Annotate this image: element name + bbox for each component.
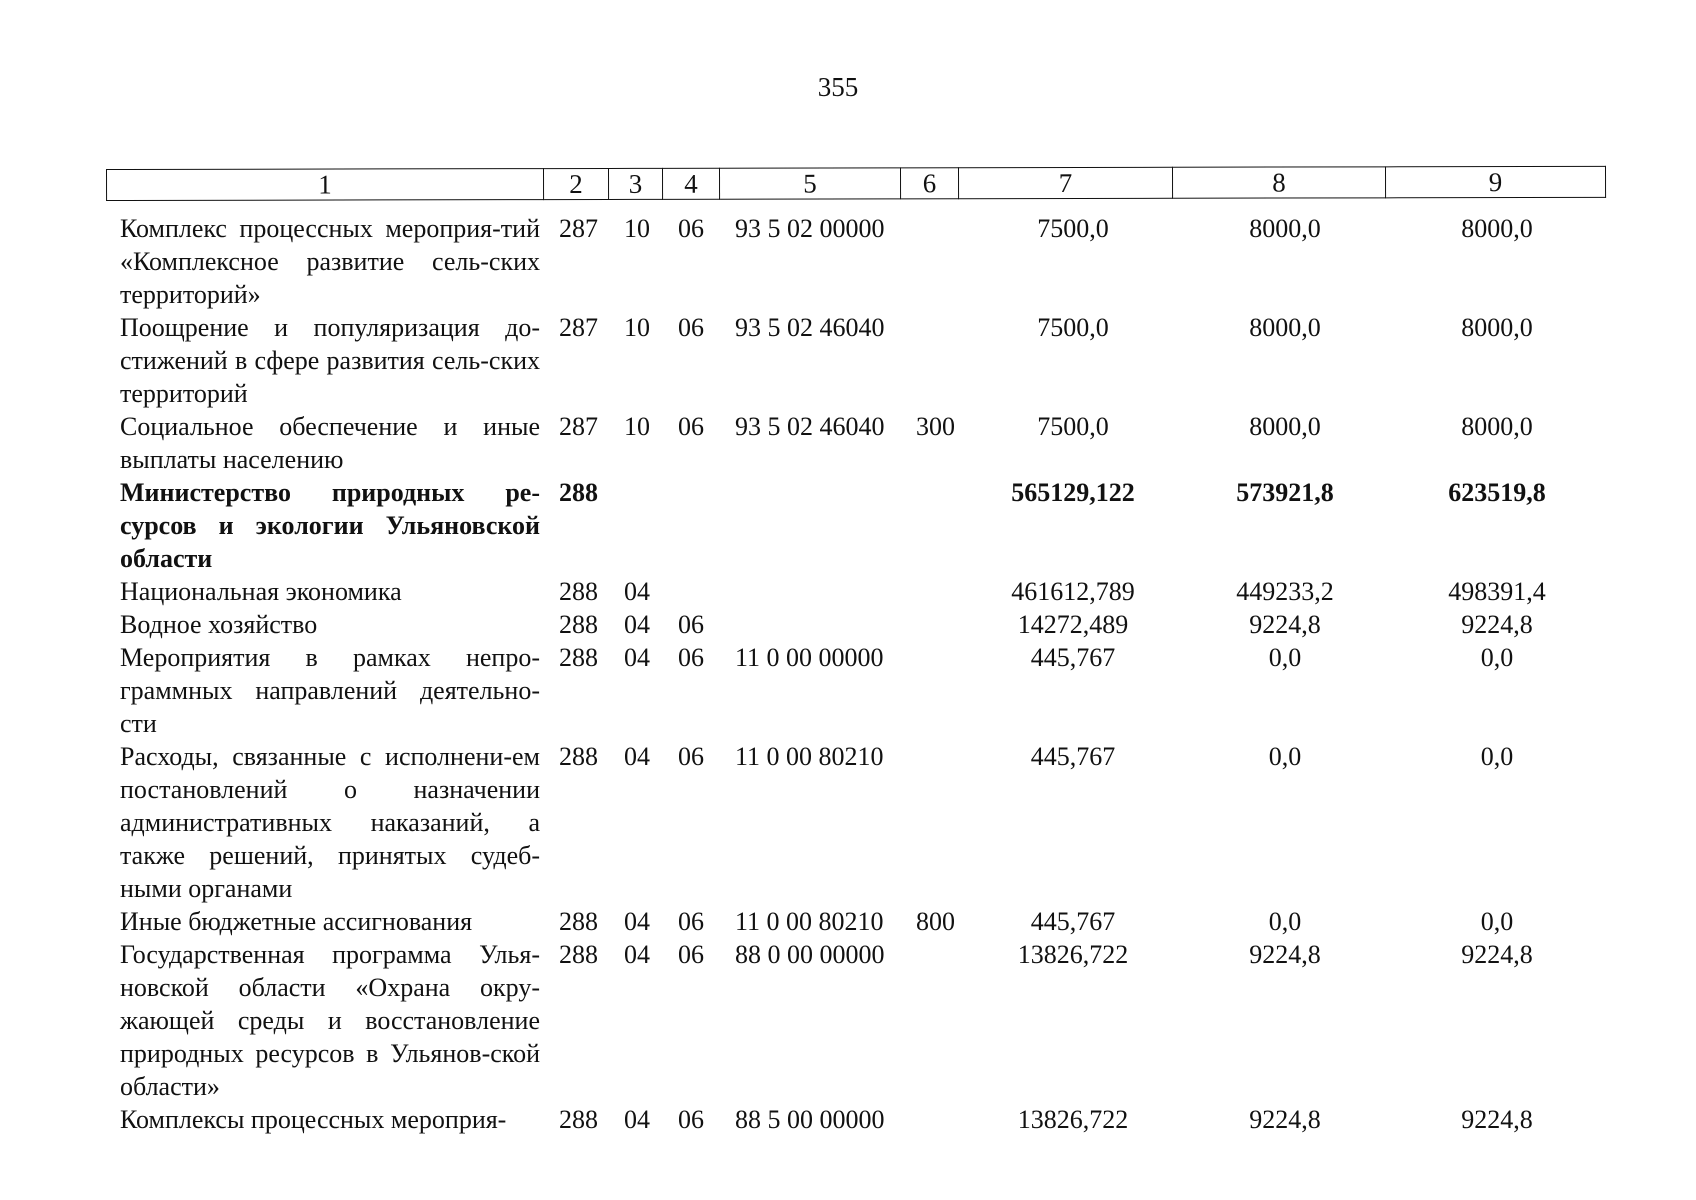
table-row <box>0 608 1696 641</box>
row-name: Комплексы процессных мероприя- <box>120 1105 507 1134</box>
row-section: 10 <box>624 214 650 243</box>
row-name: Национальная экономика <box>120 577 402 606</box>
row-section: 04 <box>624 907 650 936</box>
row-section: 04 <box>624 577 650 606</box>
row-name: Комплекс процессных мероприя-тий «Комплексное развитие сель-ских территорий» <box>120 214 540 309</box>
row-section: 04 <box>624 940 650 969</box>
row-code: 288 <box>559 1105 598 1134</box>
row-value-col7: 7500,0 <box>1037 412 1109 441</box>
row-subsection: 06 <box>678 742 704 771</box>
row-value-col9: 9224,8 <box>1461 940 1533 969</box>
row-value-col7: 13826,722 <box>1017 1105 1129 1134</box>
row-section: 04 <box>624 742 650 771</box>
row-value-col7: 13826,722 <box>1017 940 1129 969</box>
row-subsection: 06 <box>678 1105 704 1134</box>
row-value-col7: 7500,0 <box>1037 313 1109 342</box>
row-value-col8: 9224,8 <box>1249 1105 1321 1134</box>
row-value-col9: 498391,4 <box>1448 577 1546 606</box>
row-target-item: 11 0 00 80210 <box>735 742 884 771</box>
row-value-col9: 8000,0 <box>1461 214 1533 243</box>
row-value-col8: 9224,8 <box>1249 610 1321 639</box>
header-cell: 3 <box>608 168 662 199</box>
row-value-col9: 8000,0 <box>1461 412 1533 441</box>
row-code: 288 <box>559 478 598 507</box>
row-value-col9: 9224,8 <box>1461 610 1533 639</box>
row-target-item: 88 0 00 00000 <box>735 940 885 969</box>
table-row <box>0 740 1696 905</box>
row-section: 04 <box>624 610 650 639</box>
row-code: 288 <box>559 940 598 969</box>
header-row <box>107 166 1606 200</box>
row-value-col9: 0,0 <box>1480 643 1514 672</box>
page-number-text: 355 <box>817 72 859 102</box>
table-row <box>0 212 1696 311</box>
row-target-item: 11 0 00 00000 <box>735 643 884 672</box>
row-subsection: 06 <box>678 313 704 342</box>
row-value-col7: 461612,789 <box>1011 577 1135 606</box>
row-code: 287 <box>559 412 598 441</box>
row-subsection: 06 <box>678 940 704 969</box>
header-cell: 9 <box>1385 166 1605 197</box>
header-cell: 5 <box>719 168 900 199</box>
row-subsection: 06 <box>678 610 704 639</box>
table-row <box>0 311 1696 410</box>
row-target-item: 11 0 00 80210 <box>735 907 884 936</box>
budget-table-body <box>0 212 1696 1136</box>
row-target-item: 93 5 02 46040 <box>735 313 885 342</box>
row-target-item: 93 5 02 46040 <box>735 412 885 441</box>
header-cell: 7 <box>958 167 1172 198</box>
table-row <box>0 938 1696 1103</box>
row-name: Мероприятия в рамках непро-граммных направлений деятельно-сти <box>120 643 540 738</box>
row-value-col9: 8000,0 <box>1461 313 1533 342</box>
row-name: Министерство природных ре-сурсов и экологии Ульяновской области <box>120 478 540 573</box>
row-value-col8: 573921,8 <box>1236 478 1334 507</box>
row-subsection: 06 <box>678 412 704 441</box>
row-value-col8: 0,0 <box>1268 643 1302 672</box>
row-name: Государственная программа Улья-новской области «Охрана окру-жающей среды и восстановление природных ресурсов в Ульянов-ской области» <box>120 940 540 1101</box>
table-row <box>0 1103 1696 1136</box>
row-value-col9: 623519,8 <box>1448 478 1546 507</box>
row-name: Социальное обеспечение и иные выплаты населению <box>120 412 540 474</box>
row-value-col7: 7500,0 <box>1037 214 1109 243</box>
row-section: 04 <box>624 643 650 672</box>
row-value-col7: 445,767 <box>1030 742 1116 771</box>
row-value-col7: 445,767 <box>1030 643 1116 672</box>
row-section: 10 <box>624 313 650 342</box>
header-cell: 6 <box>900 168 958 199</box>
row-value-col8: 9224,8 <box>1249 940 1321 969</box>
row-value-col8: 8000,0 <box>1249 412 1321 441</box>
header-cell: 1 <box>107 169 544 201</box>
row-target-item: 88 5 00 00000 <box>735 1105 885 1134</box>
header-cell: 4 <box>662 168 719 199</box>
row-code: 288 <box>559 610 598 639</box>
row-name: Иные бюджетные ассигнования <box>120 907 473 936</box>
row-value-col9: 0,0 <box>1480 742 1514 771</box>
table-row <box>0 575 1696 608</box>
column-number-header <box>106 166 1606 201</box>
table-row <box>0 410 1696 476</box>
row-code: 287 <box>559 214 598 243</box>
table-row <box>0 641 1696 740</box>
row-value-col8: 0,0 <box>1268 742 1302 771</box>
row-name: Расходы, связанные с исполнени-ем постановлений о назначении административных наказаний, а также решений, принятых судеб-ными органами <box>120 742 540 903</box>
row-subsection: 06 <box>678 907 704 936</box>
row-value-col9: 9224,8 <box>1461 1105 1533 1134</box>
row-expense-type: 300 <box>916 412 955 441</box>
row-section: 04 <box>624 1105 650 1134</box>
row-name: Поощрение и популяризация до-стижений в сфере развития сель-ских территорий <box>120 313 540 408</box>
row-code: 288 <box>559 907 598 936</box>
row-value-col7: 445,767 <box>1030 907 1116 936</box>
row-expense-type: 800 <box>916 907 955 936</box>
row-subsection: 06 <box>678 643 704 672</box>
row-value-col8: 8000,0 <box>1249 214 1321 243</box>
row-code: 288 <box>559 643 598 672</box>
row-value-col8: 449233,2 <box>1236 577 1334 606</box>
row-code: 287 <box>559 313 598 342</box>
header-cell: 8 <box>1172 167 1385 198</box>
row-section: 10 <box>624 412 650 441</box>
table-row <box>0 476 1696 575</box>
row-value-col7: 14272,489 <box>1017 610 1129 639</box>
row-value-col7: 565129,122 <box>1011 478 1135 507</box>
header-cell: 2 <box>544 168 609 199</box>
row-value-col9: 0,0 <box>1480 907 1514 936</box>
page-number <box>0 72 1696 103</box>
row-value-col8: 0,0 <box>1268 907 1302 936</box>
row-target-item: 93 5 02 00000 <box>735 214 885 243</box>
table-row <box>0 905 1696 938</box>
row-subsection: 06 <box>678 214 704 243</box>
row-name: Водное хозяйство <box>120 610 318 639</box>
row-code: 288 <box>559 577 598 606</box>
row-code: 288 <box>559 742 598 771</box>
row-value-col8: 8000,0 <box>1249 313 1321 342</box>
